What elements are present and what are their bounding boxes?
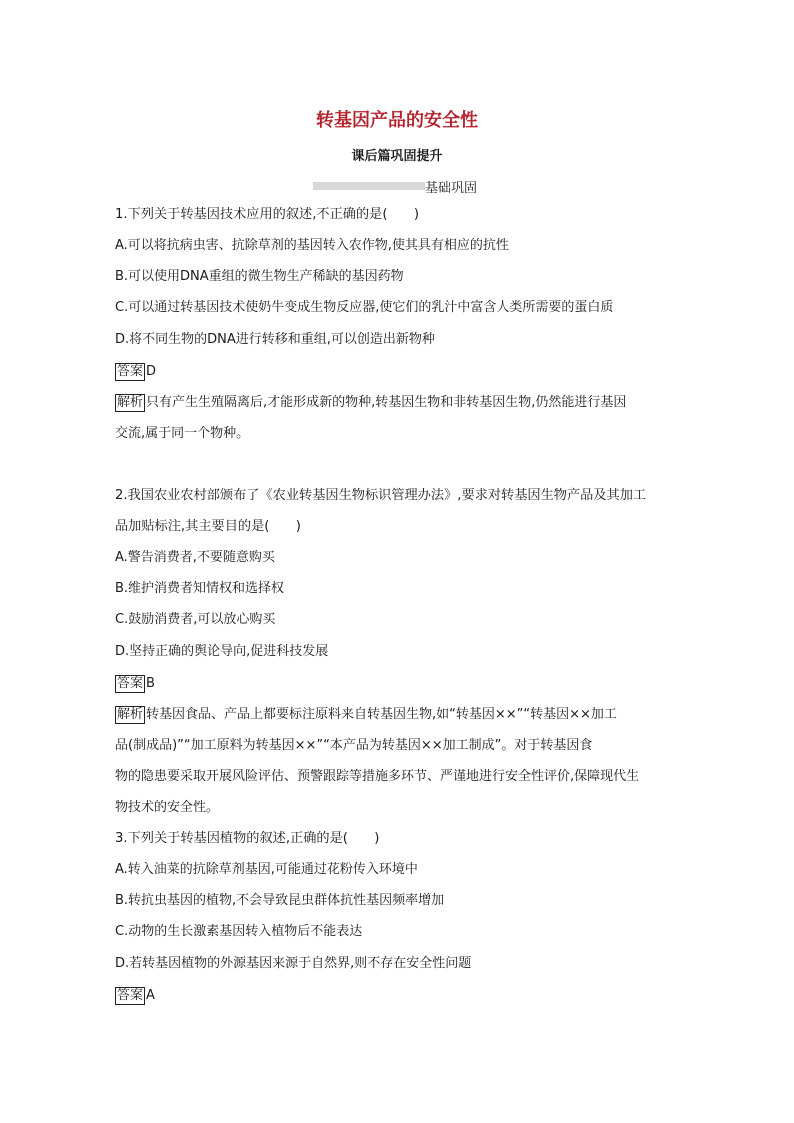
q2-stem-line1: 2.我国农业农村部颁布了《农业转基因生物标识管理办法》,要求对转基因生物产品及其加工 [115, 488, 647, 503]
answer-tag: 答案 [117, 676, 144, 691]
q2-option-b: B.维护消费者知情权和选择权 [115, 581, 285, 596]
q1-analysis [115, 394, 626, 412]
section-header [313, 177, 477, 195]
section-bar [313, 182, 425, 190]
q2-stem-line2: 品加贴标注,其主要目的是( ) [115, 519, 301, 534]
q3-option-b: B.转抗虫基因的植物,不会导致昆虫群体抗性基因频率增加 [115, 893, 445, 908]
q2-option-d: D.坚持正确的舆论导向,促进科技发展 [115, 644, 329, 659]
q1-analysis-line2: 交流,属于同一个物种。 [115, 426, 250, 441]
q2-analysis-line2: 品(制成品)”“加工原料为转基因××”“本产品为转基因××加工制成”。对于转基因食 [115, 738, 593, 753]
q1-analysis-line1: 只有产生生殖隔离后,才能形成新的物种,转基因生物和非转基因生物,仍然能进行基因 [146, 395, 627, 410]
q1-option-a: A.可以将抗病虫害、抗除草剂的基因转入农作物,使其具有相应的抗性 [115, 238, 509, 253]
q1-option-c: C.可以通过转基因技术使奶牛变成生物反应器,使它们的乳汁中富含人类所需要的蛋白质 [115, 300, 614, 315]
q1-option-b: B.可以使用DNA重组的微生物生产稀缺的基因药物 [115, 269, 404, 284]
q2-answer-value: B [146, 676, 155, 691]
q3-option-c: C.动物的生长激素基因转入植物后不能表达 [115, 924, 363, 939]
q2-analysis-line3: 物的隐患要采取开展风险评估、预警跟踪等措施多环节、严谨地进行安全性评价,保障现代生 [115, 769, 640, 784]
analysis-tag: 解析 [117, 395, 144, 410]
q2-analysis-line1: 转基因食品、产品上都要标注原料来自转基因生物,如“转基因××”“转基因××加工 [146, 707, 617, 722]
q1-stem: 1.下列关于转基因技术应用的叙述,不正确的是( ) [115, 207, 419, 222]
q3-answer [115, 987, 155, 1005]
q2-analysis [115, 706, 617, 724]
page-title: 转基因产品的安全性 [316, 110, 478, 131]
answer-tag: 答案 [117, 988, 144, 1003]
q3-stem: 3.下列关于转基因植物的叙述,正确的是( ) [115, 831, 380, 846]
answer-tag: 答案 [117, 364, 144, 379]
q3-option-d: D.若转基因植物的外源基因来源于自然界,则不存在安全性问题 [115, 956, 472, 971]
q1-answer [115, 363, 156, 381]
q3-answer-value: A [146, 988, 155, 1003]
q1-answer-value: D [146, 364, 157, 379]
page-subtitle: 课后篇巩固提升 [351, 149, 443, 164]
q2-answer [115, 675, 155, 693]
q2-option-a: A.警告消费者,不要随意购买 [115, 550, 275, 565]
section-label: 基础巩固 [425, 180, 478, 196]
analysis-tag: 解析 [117, 707, 144, 722]
q3-option-a: A.转入油菜的抗除草剂基因,可能通过花粉传入环境中 [115, 862, 418, 877]
q2-analysis-line4: 物技术的安全性。 [115, 800, 220, 815]
q1-option-d: D.将不同生物的DNA进行转移和重组,可以创造出新物种 [115, 332, 435, 347]
q2-option-c: C.鼓励消费者,可以放心购买 [115, 612, 276, 627]
